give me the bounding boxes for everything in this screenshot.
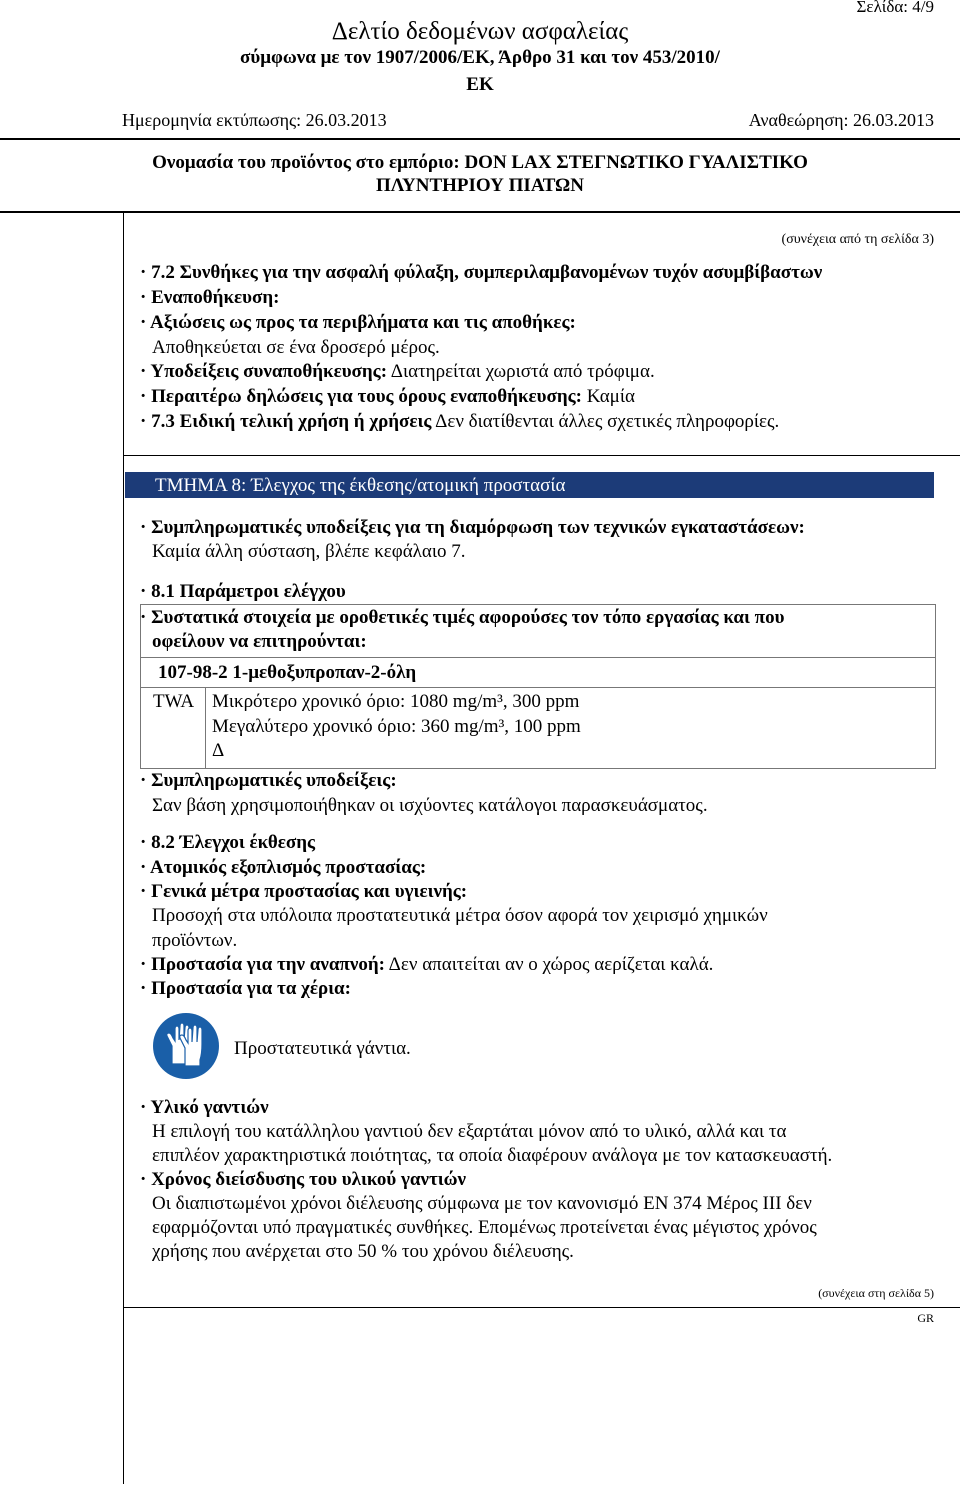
general-measures-text-1: Προσοχή στα υπόλοιπα προστατευτικά μέτρα όσον αφορά τον χειρισμό χημικών (152, 905, 768, 926)
section-7-3-label: · 7.3 Ειδική τελική χρήση ή χρήσεις (140, 411, 432, 432)
limits-box-divider-1 (140, 657, 936, 658)
penetration-time-text-3: χρήσης που ανέρχεται στο 50 % του χρόνου διέλευσης. (152, 1241, 574, 1262)
gloves-caption: Προστατευτικά γάντια. (234, 1038, 411, 1059)
product-name-line-1: Ονομασία του προϊόντος στο εμπόριο: DON LAX ΣΤΕΓΝΩΤΙΚΟ ΓΥΑΛΙΣΤΙΚΟ (152, 152, 808, 173)
product-divider (0, 211, 960, 213)
product-name-line-2: ΠΛΥΝΤΗΡΙΟΥ ΠΙΑΤΩΝ (376, 175, 584, 196)
twa-column-divider (205, 688, 206, 768)
co-storage-text: Διατηρείται χωριστά από τρόφιμα. (387, 361, 655, 382)
section-7-2-title: · 7.2 Συνθήκες για την ασφαλή φύλαξη, συμπεριλαμβανομένων τυχόν ασυμβίβαστων (140, 262, 823, 283)
section-8-top-rule (124, 455, 960, 456)
hand-protection-label: · Προστασία για τα χέρια: (140, 978, 351, 999)
co-storage-line (140, 361, 655, 383)
substance-name: 107-98-2 1-μεθοξυπροπαν-2-όλη (158, 662, 417, 683)
technical-facilities-text: Καμία άλλη σύσταση, βλέπε κεφάλαιο 7. (152, 541, 466, 562)
respiratory-line (140, 954, 713, 976)
storage-requirements-label: · Αξιώσεις ως προς τα περιβλήματα και τις αποθήκες: (140, 312, 576, 333)
twa-note: Δ (212, 740, 225, 761)
storage-requirements-text: Αποθηκεύεται σε ένα δροσερό μέρος. (152, 337, 440, 358)
co-storage-label: · Υποδείξεις συναποθήκευσης: (140, 361, 388, 382)
section-8-title: ΤΜΗΜΑ 8: Έλεγχος της έκθεσης/ατομική προστασία (155, 475, 566, 496)
continued-to-note: (συνέχεια στη σελίδα 5) (818, 1286, 934, 1300)
ppe-label: · Ατομικός εξοπλισμός προστασίας: (140, 857, 427, 878)
further-storage-text: Καμία (581, 386, 635, 407)
glove-material-text-1: Η επιλογή του κατάλληλου γαντιού δεν εξαρτάται μόνον από το υλικό, αλλά και τα (152, 1121, 787, 1142)
continued-from-note: (συνέχεια από τη σελίδα 3) (781, 232, 934, 247)
technical-facilities-label: · Συμπληρωματικές υποδείξεις για τη διαμόρφωση των τεχνικών εγκαταστάσεων: (140, 517, 805, 538)
glove-material-text-2: επιπλέον χαρακτηριστικά ποιότητας, τα οποία διαφέρουν ανάλογα με τον κατασκευαστή. (152, 1145, 833, 1166)
limits-label-line-1: · Συστατικά στοιχεία με οροθετικές τιμές αφορούσες τον τόπο εργασίας και που (140, 607, 785, 628)
section-8-2-title: · 8.2 Έλεγχοι έκθεσης (140, 832, 316, 853)
twa-label: TWA (153, 691, 195, 712)
penetration-time-label: · Χρόνος διείσδυσης του υλικού γαντιών (140, 1169, 467, 1190)
limits-box-divider-2 (140, 687, 936, 688)
limits-label-line-2: οφείλουν να επιτηρούνται: (152, 631, 367, 652)
additional-notes-label: · Συμπληρωματικές υποδείξεις: (140, 770, 397, 791)
protective-gloves-icon (152, 1012, 220, 1080)
penetration-time-text-1: Οι διαπιστωμένοι χρόνοι διέλευσης σύμφωνα με τον κανονισμό EN 374 Μέρος III δεν (152, 1193, 812, 1214)
section-8-banner (125, 472, 934, 498)
additional-notes-text: Σαν βάση χρησιμοποιήθηκαν οι ισχύοντες κατάλογοι παρασκευάσματος. (152, 795, 708, 816)
respiratory-label: · Προστασία για την αναπνοή: (140, 954, 385, 975)
print-date: Ημερομηνία εκτύπωσης: 26.03.2013 (122, 110, 387, 130)
page-number: Σελίδα: 4/9 (856, 0, 934, 16)
twa-long-term-limit: Μεγαλύτερο χρονικό όριο: 360 mg/m³, 100 ppm (212, 716, 581, 737)
footer-rule (124, 1307, 960, 1308)
document-title: Δελτίο δεδομένων ασφαλείας (331, 18, 629, 45)
left-margin-rule (123, 212, 124, 1484)
general-measures-text-2: προϊόντων. (152, 930, 238, 951)
header-divider (0, 138, 960, 140)
storage-label: · Εναποθήκευση: (140, 287, 280, 308)
general-measures-label: · Γενικά μέτρα προστασίας και υγιεινής: (140, 881, 468, 902)
revision-date: Αναθεώρηση: 26.03.2013 (748, 110, 934, 130)
further-storage-line (140, 386, 635, 408)
respiratory-text: Δεν απαιτείται αν ο χώρος αερίζεται καλά. (384, 954, 714, 975)
glove-material-label: · Υλικό γαντιών (140, 1097, 269, 1118)
document-subtitle-line-2: ΕΚ (466, 74, 494, 95)
section-7-3-text: Δεν διατίθενται άλλες σχετικές πληροφορίες. (431, 411, 780, 432)
country-code: GR (917, 1311, 934, 1325)
document-subtitle-line-1: σύμφωνα με τον 1907/2006/ΕΚ, Άρθρο 31 και τον 453/2010/ (240, 47, 720, 68)
section-8-1-title: · 8.1 Παράμετροι ελέγχου (140, 581, 346, 602)
penetration-time-text-2: εφαρμόζονται υπό πραγματικές συνθήκες. Επομένως προτείνεται ένας μέγιστος χρόνος (152, 1217, 817, 1238)
further-storage-label: · Περαιτέρω δηλώσεις για τους όρους εναποθήκευσης: (140, 386, 582, 407)
twa-short-term-limit: Μικρότερο χρονικό όριο: 1080 mg/m³, 300 ppm (212, 691, 580, 712)
section-7-3-line (140, 411, 779, 433)
